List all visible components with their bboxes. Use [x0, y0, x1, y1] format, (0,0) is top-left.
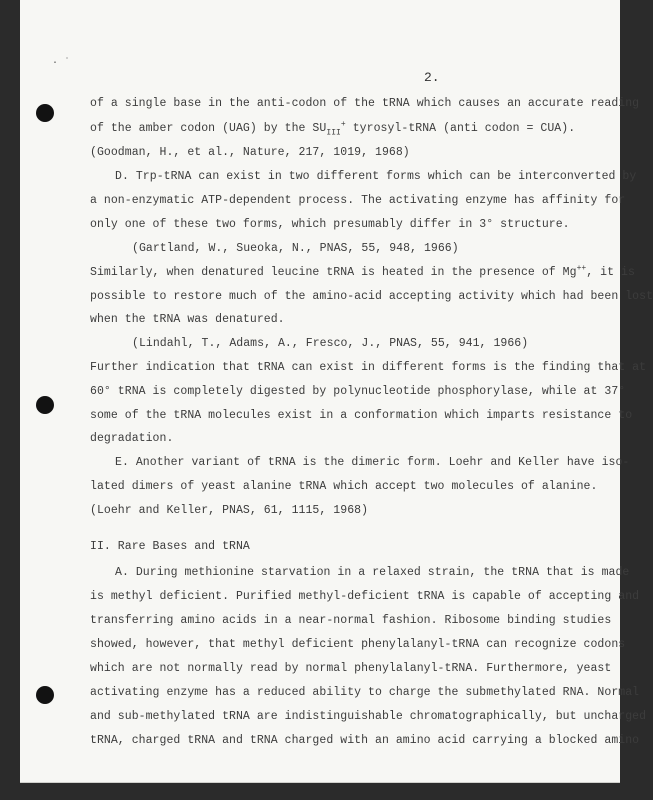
citation: (Goodman, H., et al., Nature, 217, 1019, 1968) — [90, 146, 410, 159]
text-line: a non-enzymatic ATP-dependent process. The activating enzyme has affinity for — [90, 194, 626, 207]
text-line: Further indication that tRNA can exist in different forms is the finding that at — [90, 361, 647, 374]
stray-mark: · ˙ — [52, 58, 71, 69]
text-line: of a single base in the anti-codon of the tRNA which causes an accurate reading — [90, 97, 640, 110]
text-line: showed, however, that methyl deficient phenylalanyl-tRNA can recognize codons — [90, 638, 626, 651]
citation: (Lindahl, T., Adams, A., Fresco, J., PNAS, 55, 941, 1966) — [132, 337, 529, 350]
binder-hole — [36, 686, 54, 704]
text-line: A. During methionine starvation in a relaxed strain, the tRNA that is made — [115, 566, 630, 579]
binder-hole — [36, 396, 54, 414]
text-line: when the tRNA was denatured. — [90, 313, 285, 326]
text-line: of the amber codon (UAG) by the $SU_{III}^+$ tyrosyl-tRNA (anti codon = CUA). — [90, 120, 576, 138]
text-line: is methyl deficient. Purified methyl-deficient tRNA is capable of accepting and — [90, 590, 640, 603]
section-heading: II. Rare Bases and tRNA — [90, 540, 250, 553]
text-line: tRNA, charged tRNA and tRNA charged with an amino acid carrying a blocked amino — [90, 734, 640, 747]
text-line: transferring amino acids in a near-normal fashion. Ribosome binding studies — [90, 614, 612, 627]
text-line: degradation. — [90, 432, 174, 445]
text-line: and sub-methylated tRNA are indistinguishable chromatographically, but uncharged — [90, 710, 647, 723]
text-line: which are not normally read by normal phenylalanyl-tRNA. Furthermore, yeast — [90, 662, 612, 675]
text-line: D. Trp-tRNA can exist in two different forms which can be interconverted by — [115, 170, 637, 183]
citation: (Loehr and Keller, PNAS, 61, 1115, 1968) — [90, 504, 369, 517]
text-line: E. Another variant of tRNA is the dimeric form. Loehr and Keller have iso- — [115, 456, 630, 469]
text-line: possible to restore much of the amino-acid accepting activity which had been lost — [90, 290, 653, 303]
binder-hole — [36, 104, 54, 122]
document-page — [20, 0, 653, 783]
text-line: 60° tRNA is completely digested by polynucleotide phosphorylase, while at 37° — [90, 385, 626, 398]
citation: (Gartland, W., Sueoka, N., PNAS, 55, 948, 1966) — [132, 242, 459, 255]
page-number: 2. — [424, 70, 440, 85]
text-line: only one of these two forms, which presumably differ in 3° structure. — [90, 218, 570, 231]
text-line: lated dimers of yeast alanine tRNA which accept two molecules of alanine. — [90, 480, 598, 493]
text-line: Similarly, when denatured leucine tRNA is heated in the presence of Mg++, it is — [90, 264, 635, 279]
text-line: some of the tRNA molecules exist in a conformation which imparts resistance to — [90, 409, 633, 422]
text-line: activating enzyme has a reduced ability to charge the submethylated RNA. Normal — [90, 686, 640, 699]
